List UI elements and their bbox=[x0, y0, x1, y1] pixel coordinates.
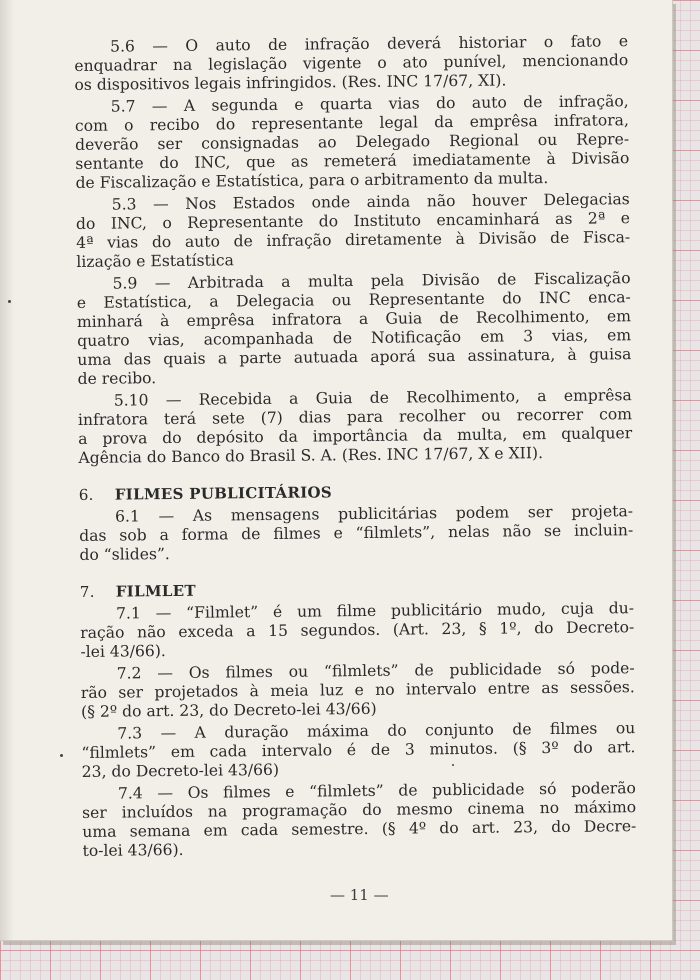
text-line: 7.2 — Os filmes ou “filmlets” de publicidade só pode- bbox=[116, 659, 635, 683]
document-body bbox=[74, 32, 637, 864]
text-line: 5.7 — A segunda e quarta vias do auto de infração, bbox=[110, 92, 629, 116]
text-line: 4ª vias do auto de infração diretamente à Divisão de Fisca- bbox=[76, 228, 631, 252]
text-line: quatro vias, acompanhada de Notificação em 3 vias, em bbox=[77, 326, 632, 350]
page-spine-shadow bbox=[0, 0, 14, 940]
text-line: 7.4 — Os filmes e “filmlets” de publicidade só poderão bbox=[117, 779, 636, 803]
text-line: 5.9 — Arbitrada a multa pela Divisão de Fiscalização bbox=[112, 269, 631, 293]
text-line: do “slides”. bbox=[79, 545, 170, 564]
section-heading bbox=[79, 480, 633, 505]
print-speck bbox=[452, 764, 454, 766]
text-line: 5.3 — Nos Estados onde ainda não houver Delegacias bbox=[111, 190, 630, 214]
paragraph bbox=[82, 779, 637, 861]
text-line: “filmlets” em cada intervalo é de 3 minutos. (§ 3º do art. bbox=[81, 738, 636, 762]
paragraph bbox=[75, 92, 630, 193]
text-line: ração não exceda a 15 segundos. (Art. 23, § 1º, do Decreto- bbox=[80, 618, 635, 642]
text-line: infratora terá sete (7) dias para recolher ou recorrer com bbox=[77, 405, 633, 429]
text-line: -lei 43/66). bbox=[80, 642, 166, 661]
text-line: lização e Estatística bbox=[76, 251, 234, 271]
text-line: com o recibo do representante legal da emprêsa infratora, bbox=[74, 111, 629, 135]
page-number: — 11 — bbox=[330, 886, 389, 904]
text-line: 5.10 — Recebida a Guia de Recolhimento, a emprêsa bbox=[113, 386, 632, 410]
section-heading bbox=[80, 577, 634, 602]
text-line: sentante do INC, que as remeterá imediatamente à Divisão bbox=[75, 149, 630, 173]
text-line: enquadrar na legislação vigente o ato punível, mencionando bbox=[74, 51, 629, 75]
paragraph bbox=[74, 32, 629, 95]
text-line: to-lei 43/66). bbox=[82, 840, 184, 860]
text-line: 6.1 — As mensagens publicitárias podem ser projeta- bbox=[114, 502, 634, 526]
print-speck bbox=[8, 300, 11, 303]
paragraph bbox=[80, 599, 635, 662]
text-line: 7.3 — A duração máxima do conjunto de filmes ou bbox=[117, 719, 636, 743]
text-line: uma das quais a parte autuada aporá sua assinatura, à guisa bbox=[77, 345, 632, 369]
text-line: de Fiscalização e Estatística, para o arbitramento da multa. bbox=[75, 169, 549, 192]
text-line: (§ 2º do art. 23, do Decreto-lei 43/66) bbox=[80, 699, 377, 721]
text-line: 23, do Decreto-lei 43/66) bbox=[81, 760, 280, 781]
text-line: minhará à emprêsa infratora a Guia de Recolhimento, em bbox=[76, 307, 632, 331]
text-line: do INC, o Representante do Instituto encaminhará as 2ª e bbox=[75, 209, 631, 233]
section-number: 6. bbox=[78, 485, 94, 504]
paragraph bbox=[76, 190, 631, 272]
section-title: FILMLET bbox=[115, 581, 196, 601]
text-line: os dispositivos legais infringidos. (Res. INC 17/67, XI). bbox=[74, 71, 507, 94]
text-line: Agência do Banco do Brasil S. A. (Res. INC 17/67, X e XII). bbox=[78, 444, 544, 467]
paragraph bbox=[78, 386, 633, 468]
paragraph bbox=[79, 502, 634, 565]
text-line: deverão ser consignadas ao Delegado Regional ou Repre- bbox=[75, 130, 630, 154]
paragraph bbox=[76, 269, 631, 389]
text-line: de recibo. bbox=[77, 369, 157, 388]
text-line: ser incluídos na programação do mesmo cinema no máximo bbox=[82, 798, 637, 822]
section-number: 7. bbox=[79, 582, 95, 601]
paragraph bbox=[81, 719, 636, 782]
text-line: a prova do depósito da importância da multa, em qualquer bbox=[78, 424, 633, 448]
print-speck bbox=[60, 754, 63, 757]
text-line: rão ser projetados à meia luz e no intervalo entre as sessões. bbox=[80, 678, 635, 702]
text-line: e Estatística, a Delegacia ou Representante do INC enca- bbox=[76, 288, 631, 312]
text-line: das sob a forma de filmes e “filmlets”, nelas não se incluin- bbox=[79, 521, 634, 545]
text-line: 5.6 — O auto de infração deverá historiar o fato e bbox=[109, 32, 629, 56]
paragraph bbox=[81, 659, 636, 722]
text-line: uma semana em cada semestre. (§ 4º do art. 23, do Decre- bbox=[82, 817, 637, 841]
text-line: 7.1 — “Filmlet” é um filme publicitário mudo, cuja du- bbox=[115, 599, 635, 623]
section-title: FILMES PUBLICITÁRIOS bbox=[114, 483, 333, 504]
